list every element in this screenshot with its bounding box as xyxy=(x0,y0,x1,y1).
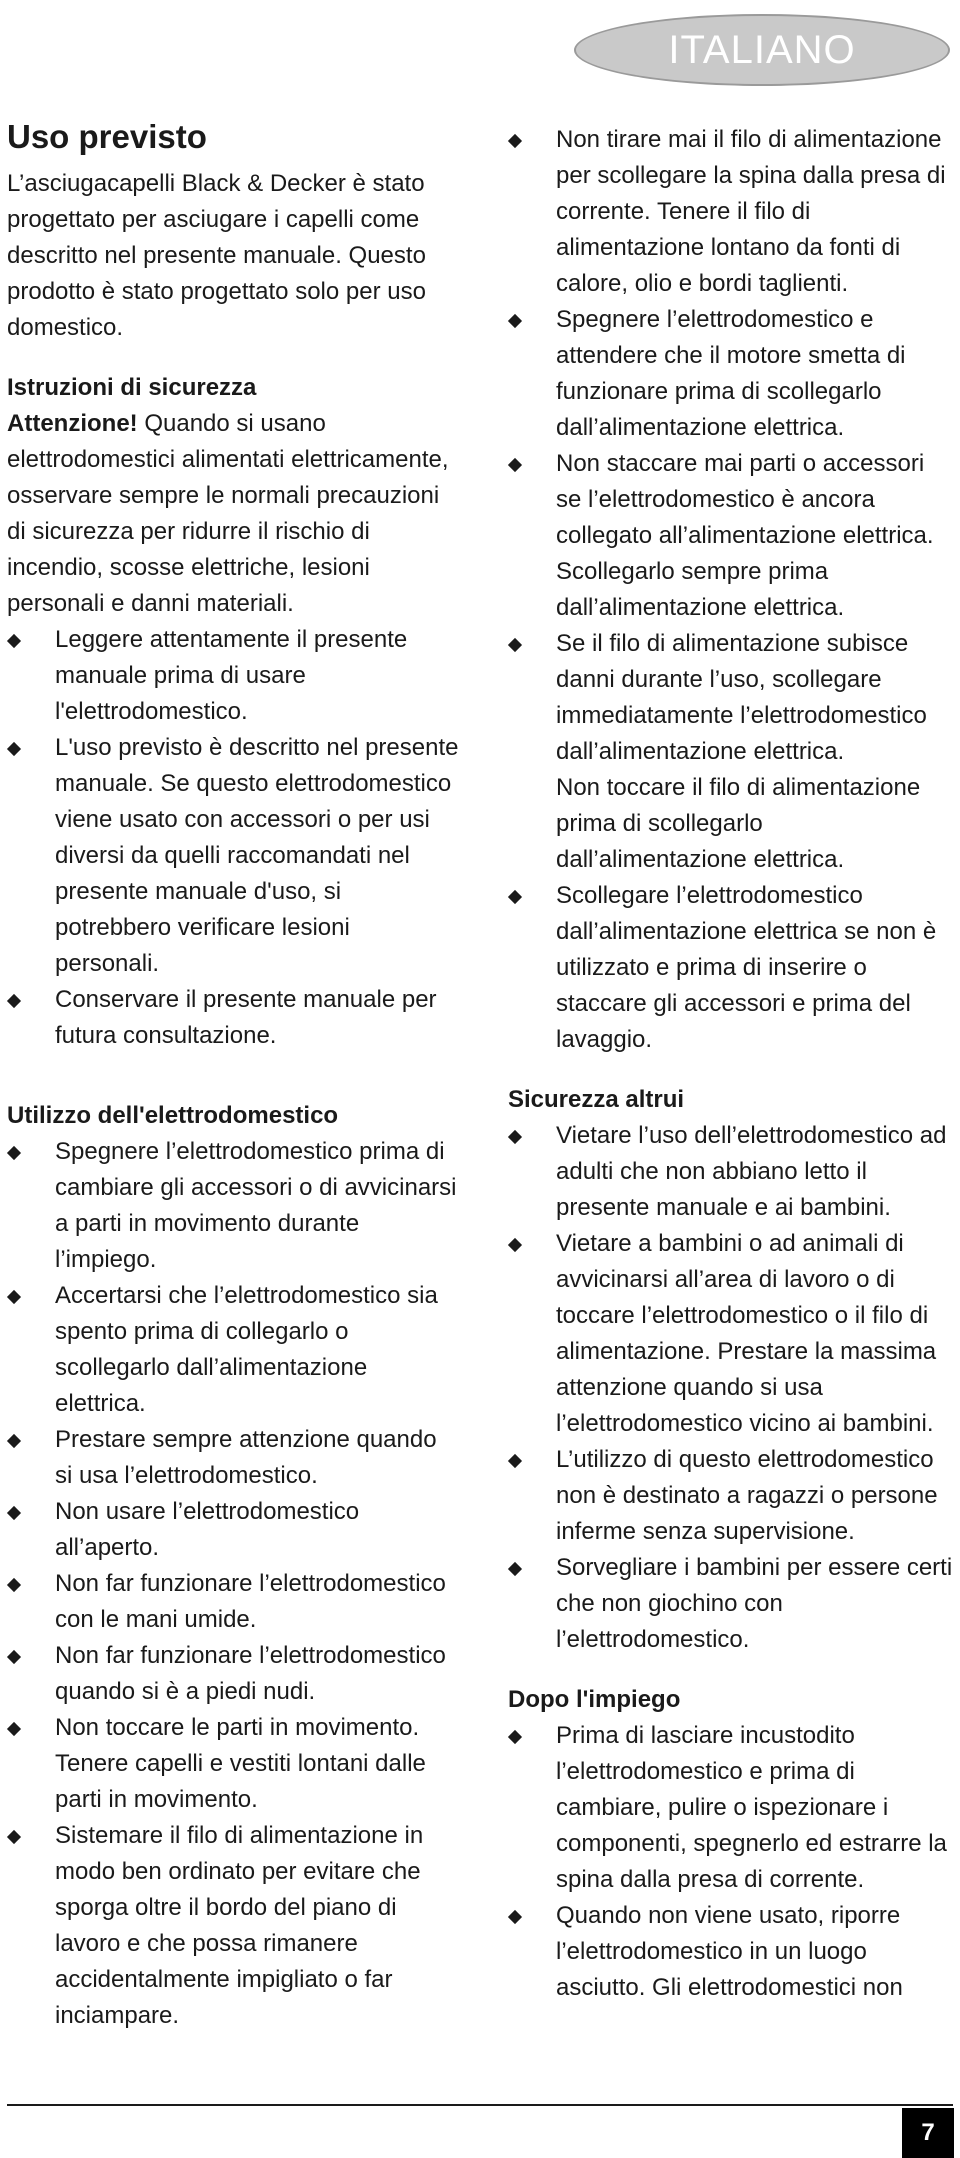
bullet-icon xyxy=(7,1434,21,1448)
bullet-icon xyxy=(508,1910,522,1924)
list-item: Spegnere l’elettrodomestico e attendere che il motore smetta di funzionare prima di scollegarlo dall’alimentazione elettrica. xyxy=(508,302,953,446)
bullet-icon xyxy=(7,1290,21,1304)
list-item: Non tirare mai il filo di alimentazione per scollegare la spina dalla presa di corrente. Tenere il filo di alimentazione lontano da fonti di calore, olio e bordi taglienti. xyxy=(508,122,953,302)
after-use-list xyxy=(508,1718,953,2006)
safety-list-continued xyxy=(508,122,953,1058)
list-item: Leggere attentamente il presente manuale prima di usare l'elettrodomestico. xyxy=(7,622,459,730)
list-item: Se il filo di alimentazione subisce danni durante l’uso, scollegare immediatamente l’elettrodomestico dall’alimentazione elettrica. xyxy=(508,626,953,770)
list-item: Non usare l’elettrodomestico all’aperto. xyxy=(7,1494,459,1566)
list-item: Sorvegliare i bambini per essere certi che non giochino con l’elettrodomestico. xyxy=(508,1550,953,1658)
language-tab: ITALIANO xyxy=(574,14,950,86)
bullet-icon xyxy=(508,1130,522,1144)
list-item: Accertarsi che l’elettrodomestico sia spento prima di collegarlo o scollegarlo dall’alimentazione elettrica. xyxy=(7,1278,459,1422)
others-safety-heading: Sicurezza altrui xyxy=(508,1086,685,1113)
footer-divider xyxy=(7,2104,953,2106)
intended-use-heading: Uso previsto xyxy=(7,118,207,155)
list-item: Scollegare l’elettrodomestico dall’alimentazione elettrica se non è utilizzato e prima di inserire o staccare gli accessori e prima del lavaggio. xyxy=(508,878,953,1058)
list-item-continuation: Non toccare il filo di alimentazione prima di scollegarlo dall’alimentazione elettrica. xyxy=(556,774,921,873)
bullet-icon xyxy=(508,314,522,328)
bullet-icon xyxy=(508,134,522,148)
bullet-icon xyxy=(7,1830,21,1844)
list-item: Vietare a bambini o ad animali di avvicinarsi all’area di lavoro o di toccare l’elettrodomestico o il filo di alimentazione. Prestare la massima attenzione quando si usa l’elettrodomestico vicino ai bambini. xyxy=(508,1226,953,1442)
bullet-icon xyxy=(508,1454,522,1468)
list-item: Vietare l’uso dell’elettrodomestico ad adulti che non abbiano letto il presente manuale e ai bambini. xyxy=(508,1118,953,1226)
bullet-icon xyxy=(7,994,21,1008)
list-item: Prestare sempre attenzione quando si usa l’elettrodomestico. xyxy=(7,1422,459,1494)
use-heading: Utilizzo dell'elettrodomestico xyxy=(7,1101,339,1129)
bullet-icon xyxy=(7,1146,21,1160)
list-item: Non far funzionare l’elettrodomestico quando si è a piedi nudi. xyxy=(7,1638,459,1710)
bullet-icon xyxy=(7,1578,21,1592)
bullet-icon xyxy=(508,1562,522,1576)
list-item: Sistemare il filo di alimentazione in modo ben ordinato per evitare che sporga oltre il bordo del piano di lavoro e che possa rimanere accidentalmente impigliato o far inciampare. xyxy=(7,1818,459,2034)
bullet-icon xyxy=(7,742,21,756)
right-column xyxy=(508,122,953,2006)
bullet-icon xyxy=(7,1722,21,1736)
page-number: 7 xyxy=(902,2108,954,2158)
bullet-icon xyxy=(508,638,522,652)
safety-heading: Istruzioni di sicurezza xyxy=(7,373,257,401)
bullet-icon xyxy=(7,1650,21,1664)
list-item: Conservare il presente manuale per futura consultazione. xyxy=(7,982,459,1054)
safety-warning xyxy=(7,406,459,622)
safety-list xyxy=(7,622,459,1054)
intended-use-text: L’asciugacapelli Black & Decker è stato progettato per asciugare i capelli come descritto nel presente manuale. Questo prodotto è stato progettato solo per uso domestico. xyxy=(7,169,426,341)
warning-text: Quando si usano elettrodomestici alimentati elettricamente, osservare sempre le normali precauzioni di sicurezza per ridurre il rischio di incendio, scosse elettriche, lesioni personali e danni materiali. xyxy=(7,409,449,617)
list-item: Quando non viene usato, riporre l’elettrodomestico in un luogo asciutto. Gli elettrodomestici non xyxy=(508,1898,953,2006)
bullet-icon xyxy=(7,634,21,648)
others-safety-list xyxy=(508,1118,953,1658)
left-column xyxy=(7,118,459,2034)
use-list xyxy=(7,1134,459,2034)
list-item: Non staccare mai parti o accessori se l’elettrodomestico è ancora collegato all’alimentazione elettrica. Scollegarlo sempre prima dall’alimentazione elettrica. xyxy=(508,446,953,626)
bullet-icon xyxy=(508,1730,522,1744)
bullet-icon xyxy=(508,1238,522,1252)
list-item: Non toccare le parti in movimento. Tenere capelli e vestiti lontani dalle parti in movimento. xyxy=(7,1710,459,1818)
list-item: Non far funzionare l’elettrodomestico con le mani umide. xyxy=(7,1566,459,1638)
bullet-icon xyxy=(508,458,522,472)
list-item: L’utilizzo di questo elettrodomestico non è destinato a ragazzi o persone inferme senza supervisione. xyxy=(508,1442,953,1550)
list-item: Prima di lasciare incustodito l’elettrodomestico e prima di cambiare, pulire o ispezionare i componenti, spegnerlo ed estrarre la spina dalla presa di corrente. xyxy=(508,1718,953,1898)
list-item: Spegnere l’elettrodomestico prima di cambiare gli accessori o di avvicinarsi a parti in movimento durante l’impiego. xyxy=(7,1134,459,1278)
list-item: L'uso previsto è descritto nel presente manuale. Se questo elettrodomestico viene usato con accessori o per usi diversi da quelli raccomandati nel presente manuale d'uso, si potrebbero verificare lesioni personali. xyxy=(7,730,459,982)
warning-label: Attenzione! xyxy=(7,409,138,437)
bullet-icon xyxy=(7,1506,21,1520)
bullet-icon xyxy=(508,890,522,904)
after-use-heading: Dopo l'impiego xyxy=(508,1686,681,1713)
